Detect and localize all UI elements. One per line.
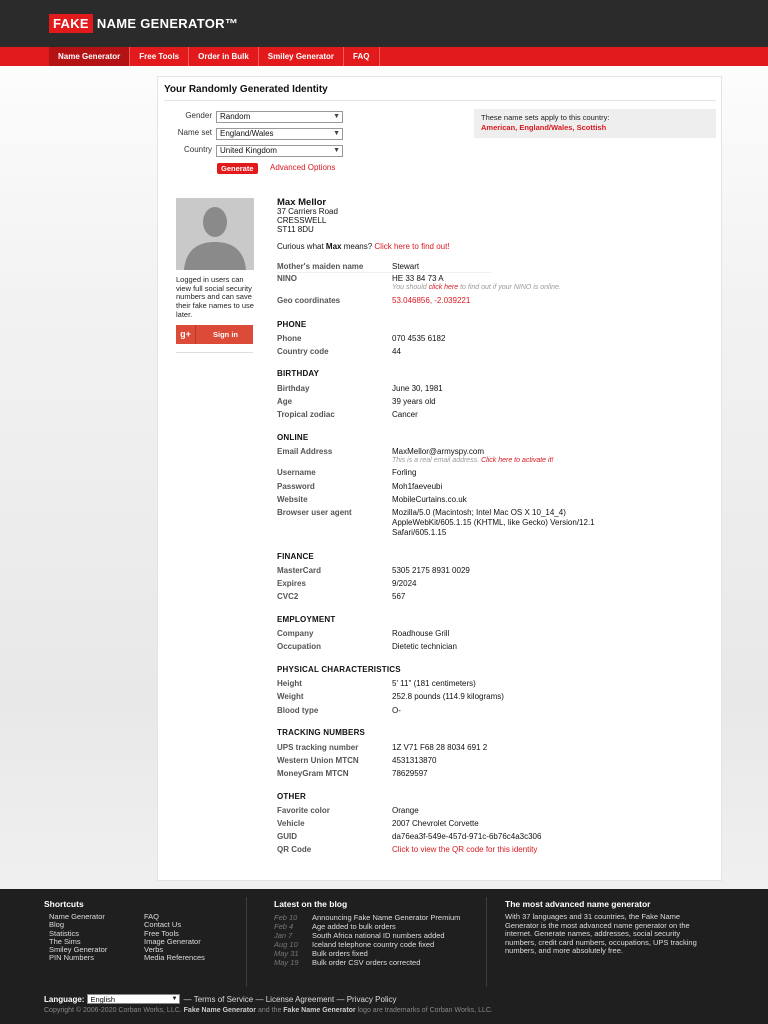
gender-label: Gender	[185, 111, 212, 120]
zodiac-value: Cancer	[392, 410, 418, 419]
nino-note-post: to find out if your NINO is online.	[458, 284, 561, 291]
copyright	[44, 1007, 493, 1014]
footer-link-pin-numbers[interactable]: PIN Numbers	[49, 953, 95, 963]
footer-about	[505, 899, 710, 956]
shortcuts-title: Shortcuts	[44, 899, 84, 909]
chevron-down-icon: ▼	[171, 996, 178, 1002]
weight-value: 252.8 pounds (114.9 kilograms)	[392, 692, 504, 701]
blog-date: May 31	[274, 949, 299, 958]
footer-link-free-tools[interactable]: Free Tools	[144, 928, 179, 938]
nameset-select[interactable]	[216, 128, 343, 140]
separator: —	[183, 994, 192, 1004]
email-note-pre: This is a real email address.	[392, 457, 482, 464]
section-finance: FINANCE	[277, 552, 314, 561]
geo-label: Geo coordinates	[277, 296, 341, 305]
country-select[interactable]	[216, 145, 343, 157]
license-link[interactable]: License Agreement	[265, 994, 335, 1004]
wu-label: Western Union MTCN	[277, 756, 359, 765]
blog-item[interactable]	[274, 940, 460, 949]
footer-link-name-generator[interactable]: Name Generator	[49, 912, 105, 921]
qr-label: QR Code	[277, 845, 312, 854]
ua-value: Mozilla/5.0 (Macintosh; Intel Mac OS X 10_14_4) AppleWebKit/605.1.15 (KHTML, like Gecko) Version/12.1 Safari/605.1.15	[392, 508, 595, 537]
footer-link-the-sims[interactable]: The Sims	[49, 936, 81, 946]
language-select[interactable]	[87, 994, 180, 1004]
footer-bottom-bar	[44, 994, 397, 1004]
ua-label: Browser user agent	[277, 508, 352, 517]
phone-label: Phone	[277, 334, 302, 343]
signin-label: Sign in	[213, 330, 238, 339]
footer-shortcuts	[44, 899, 205, 963]
website-label: Website	[277, 495, 308, 504]
cc-label: Country code	[277, 347, 329, 356]
copyright-brand-2: Fake Name Generator	[283, 1007, 356, 1014]
activate-email-link[interactable]: Click here to activate it!	[481, 457, 554, 464]
cvc-value: 567	[392, 592, 406, 601]
chevron-down-icon: ▼	[333, 147, 340, 154]
nino-note	[392, 284, 561, 291]
nav-name-generator[interactable]: Name Generator	[49, 47, 130, 66]
curious-line	[277, 242, 450, 251]
logo-name-generator: NAME GENERATOR™	[96, 15, 239, 31]
section-birthday: BIRTHDAY	[277, 369, 320, 378]
age-label: Age	[277, 397, 293, 406]
person-silhouette-icon	[176, 198, 254, 270]
nino-note-pre: You should	[392, 284, 429, 291]
google-plus-icon: g+	[176, 325, 196, 344]
curious-pre: Curious what	[277, 242, 326, 251]
copyright-pre: Copyright © 2006-2020 Corban Works, LLC.	[44, 1007, 184, 1014]
height-label: Height	[277, 679, 302, 688]
country-note	[474, 109, 716, 138]
section-physical: PHYSICAL CHARACTERISTICS	[277, 665, 401, 674]
title-divider	[164, 100, 716, 101]
blog-post-title: Bulk orders fixed	[312, 949, 368, 958]
blog-item[interactable]	[274, 913, 460, 922]
country-label: Country	[183, 145, 212, 154]
weight-label: Weight	[277, 692, 304, 701]
blog-date: Feb 10	[274, 913, 298, 922]
copyright-post: logo are trademarks of Corban Works, LLC.	[355, 1007, 493, 1014]
advanced-text: With 37 languages and 31 countries, the Fake Name Generator is the most advanced name generator on the internet. Generate names, addresses, social security numbers, credit card numbers, occupations, UPS tracking numbers, and more absolutely free.	[505, 912, 697, 955]
nino-label: NINO	[277, 274, 297, 283]
row-divider	[277, 272, 492, 273]
nav-faq[interactable]: FAQ	[344, 47, 379, 66]
guid-label: GUID	[277, 832, 297, 841]
footer-link-smiley-generator[interactable]: Smiley Generator	[49, 945, 108, 955]
mg-label: MoneyGram MTCN	[277, 769, 349, 778]
footer-link-faq[interactable]: FAQ	[144, 912, 160, 921]
mg-value: 78629597	[392, 769, 428, 778]
footer-link-media-references[interactable]: Media References	[144, 953, 205, 963]
blog-item[interactable]	[274, 922, 460, 931]
footer-blog	[274, 899, 460, 967]
section-phone: PHONE	[277, 320, 307, 329]
privacy-link[interactable]: Privacy Policy	[346, 994, 397, 1004]
advanced-title: The most advanced name generator	[505, 899, 651, 909]
address-line-3: ST11 8DU	[277, 224, 314, 234]
ups-label: UPS tracking number	[277, 743, 359, 752]
mastercard-value: 5305 2175 8931 0029	[392, 566, 470, 575]
username-label: Username	[277, 468, 316, 477]
email-value: MaxMellor@armyspy.com	[392, 447, 484, 456]
qr-code-link[interactable]: Click to view the QR code for this identity	[392, 845, 538, 854]
country-value: United Kingdom	[220, 146, 277, 155]
guid-value: da76ea3f-549e-457d-971c-6b76c4a3c306	[392, 832, 542, 841]
nav-free-tools[interactable]: Free Tools	[130, 47, 189, 66]
advanced-options-link[interactable]: Advanced Options	[270, 163, 336, 172]
cvc-label: CVC2	[277, 592, 299, 601]
gender-select[interactable]	[216, 111, 343, 123]
avatar	[176, 198, 254, 270]
address-line-1: 37 Carriers Road	[277, 207, 338, 216]
blog-item[interactable]	[274, 931, 460, 940]
name-meaning-link[interactable]: Click here to find out!	[374, 242, 450, 251]
nameset-value: England/Wales	[220, 129, 274, 138]
password-label: Password	[277, 482, 315, 491]
footer-divider	[246, 897, 247, 987]
logo-fake: FAKE	[49, 14, 93, 33]
mmn-label: Mother's maiden name	[277, 262, 364, 271]
footer-link-verbs[interactable]: Verbs	[144, 945, 164, 955]
separator: —	[336, 994, 345, 1004]
blog-post-title: Bulk order CSV orders corrected	[312, 958, 421, 967]
email-label: Email Address	[277, 447, 333, 456]
section-tracking: TRACKING NUMBERS	[277, 728, 366, 737]
nino-value: HE 33 84 73 A	[392, 274, 444, 283]
blog-date: Jan 7	[274, 931, 293, 940]
expires-value: 9/2024	[392, 579, 417, 588]
separator: —	[255, 994, 264, 1004]
blog-date: Feb 4	[274, 922, 294, 931]
blog-post-title: Iceland telephone country code fixed	[312, 940, 435, 949]
vehicle-value: 2007 Chevrolet Corvette	[392, 819, 479, 828]
company-value: Roadhouse Grill	[392, 629, 450, 638]
identity-panel	[157, 76, 722, 881]
nameset-label: Name set	[177, 128, 212, 137]
curious-mid: means?	[341, 242, 375, 251]
chevron-down-icon: ▼	[333, 130, 340, 137]
gender-value: Random	[220, 112, 251, 121]
username-value: Forling	[392, 468, 417, 477]
curious-name: Max	[325, 242, 342, 251]
geo-link[interactable]: 53.046856, -2.039221	[392, 296, 471, 305]
footer-link-contact-us[interactable]: Contact Us	[144, 920, 182, 930]
company-label: Company	[277, 629, 314, 638]
blood-value: O-	[392, 706, 401, 715]
blood-label: Blood type	[277, 706, 319, 715]
mmn-value: Stewart	[392, 262, 420, 271]
login-note: Logged in users can view full social security numbers and can save their fake names to use later.	[176, 275, 254, 319]
sidebar-divider	[176, 352, 253, 353]
occupation-value: Dietetic technician	[392, 642, 457, 651]
blog-item[interactable]	[274, 958, 460, 967]
country-note-text: These name sets apply to this country:	[481, 113, 610, 122]
google-signin-button[interactable]	[176, 325, 253, 344]
color-label: Favorite color	[277, 806, 330, 815]
site-header	[0, 0, 768, 47]
blog-post-title: Announcing Fake Name Generator Premium	[312, 913, 461, 922]
address-line-2: CRESSWELL	[277, 215, 327, 225]
website-value: MobileCurtains.co.uk	[392, 495, 467, 504]
blog-item[interactable]	[274, 949, 460, 958]
blog-title: Latest on the blog	[274, 899, 348, 909]
phone-value: 070 4535 6182	[392, 334, 446, 343]
chevron-down-icon: ▼	[333, 113, 340, 120]
vehicle-label: Vehicle	[277, 819, 305, 828]
age-value: 39 years old	[392, 397, 436, 406]
blog-date: Aug 10	[274, 940, 298, 949]
cc-value: 44	[392, 347, 401, 356]
zodiac-label: Tropical zodiac	[277, 410, 335, 419]
footer-link-image-generator[interactable]: Image Generator	[144, 936, 201, 946]
page-title: Your Randomly Generated Identity	[164, 84, 328, 95]
birthday-label: Birthday	[277, 384, 310, 393]
ups-value: 1Z V71 F68 28 8034 691 2	[392, 743, 488, 752]
copyright-brand-1: Fake Name Generator	[183, 1007, 257, 1014]
blog-date: May 19	[274, 958, 299, 967]
email-note	[392, 457, 553, 464]
main-nav	[0, 47, 768, 66]
password-value: Moh1faeveubi	[392, 482, 443, 491]
section-online: ONLINE	[277, 433, 309, 442]
country-name-sets[interactable]: American, England/Wales, Scottish	[481, 123, 607, 132]
section-employment: EMPLOYMENT	[277, 615, 336, 624]
color-value: Orange	[392, 806, 419, 815]
footer-link-statistics[interactable]: Statistics	[49, 928, 80, 938]
wu-value: 4531313870	[392, 756, 437, 765]
footer-link-blog[interactable]: Blog	[49, 920, 65, 930]
mastercard-label: MasterCard	[277, 566, 322, 575]
section-other: OTHER	[277, 792, 306, 801]
nav-order-in-bulk[interactable]: Order in Bulk	[189, 47, 259, 66]
blog-post-title: Age added to bulk orders	[312, 922, 396, 931]
nav-smiley-generator[interactable]: Smiley Generator	[259, 47, 344, 66]
identity-name: Max Mellor	[277, 197, 327, 208]
expires-label: Expires	[277, 579, 306, 588]
language-label: Language:	[44, 994, 85, 1004]
identity-block	[277, 198, 338, 234]
terms-link[interactable]: Terms of Service	[193, 994, 254, 1004]
occupation-label: Occupation	[277, 642, 322, 651]
birthday-value: June 30, 1981	[392, 384, 443, 393]
site-footer	[0, 889, 768, 1024]
height-value: 5' 11" (181 centimeters)	[392, 679, 476, 688]
generate-button[interactable]: Generate	[217, 163, 258, 174]
blog-post-title: South Africa national ID numbers added	[312, 931, 445, 940]
footer-divider	[486, 897, 487, 987]
copyright-mid: and the	[256, 1007, 284, 1014]
language-value: English	[90, 995, 116, 1004]
site-logo[interactable]	[49, 13, 238, 33]
nino-check-link[interactable]: click here	[428, 284, 459, 291]
